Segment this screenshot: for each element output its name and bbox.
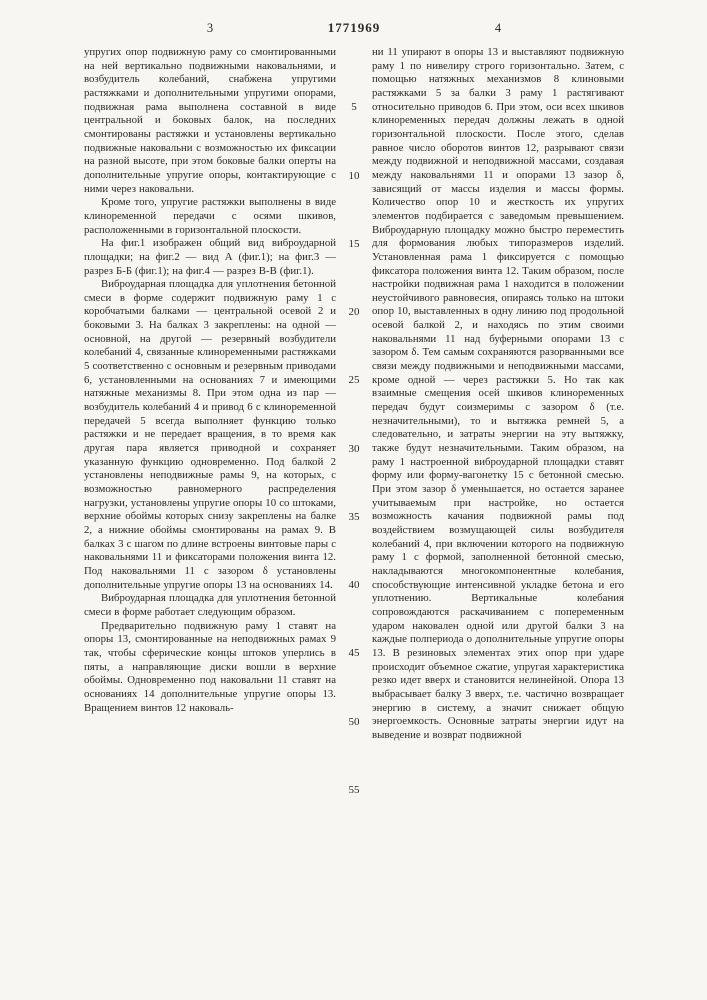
page-content [84, 46, 624, 797]
patent-number: 1771969 [327, 20, 381, 35]
paragraph: упругих опор подвижную раму со смонтированными на ней вертикально подвижными наковальнями, и возбудитель колебаний, снабжена упругими растяжками и дополнительными упругими опорами, подвижная рама выполнена составной в виде центральной и боковых балок, на последних смонтированы растяжки и установлены вертикально подвижные наковальни с возможностью их фиксации на разной высоте, при этом боковые балки оперты на дополнительные упругие опоры, контактирующие с ними через наковальни. [84, 46, 336, 195]
line-number: 10 [348, 169, 360, 182]
line-number: 20 [348, 306, 360, 318]
line-number: 15 [348, 237, 360, 250]
left-column [84, 46, 336, 715]
line-number-gutter [336, 46, 372, 797]
header-right-slot [372, 21, 624, 36]
line-number: 25 [348, 374, 360, 387]
paragraph: Кроме того, упругие растяжки выполнены в виде клиноременной передачи с осями шкивов, расположенными в горизонтальной плоскости. [84, 196, 336, 236]
paragraph: На фиг.1 изображен общий вид виброударной площадки; на фиг.2 — вид А (фиг.1); на фиг.3 — разрез Б-Б (фиг.1); на фиг.4 — разрез В-В (фиг.1). [84, 237, 336, 277]
line-number: 55 [348, 783, 360, 796]
line-number: 5 [351, 101, 357, 114]
paragraph: Виброударная площадка для уплотнения бетонной смеси в форме работает следующим образом. [84, 592, 336, 618]
line-number: 40 [348, 579, 360, 591]
line-number: 45 [348, 647, 360, 660]
paragraph: Предварительно подвижную раму 1 ставят на опоры 13, смонтированные на неподвижных рамах 9 так, чтобы сферические концы штоков уперлись в пяты, а направляющие диски вошли в верхние обоймы. Одновременно под наковальни 11 ставят на основаниях 14 дополнительные упругие опоры 13. Вращением винтов 12 наковаль- [84, 619, 336, 714]
paragraph: Виброударная площадка для уплотнения бетонной смеси в форме содержит подвижную раму 1 с коробчатыми балками — центральной осевой 2 и боковыми 3. На балках 3 закреплены: на одной — основной, на другой — резервный возбудители колебаний 4, связанные клиноременными растяжками 5 соответственно с основным и резервным приводами 6, установленными на основаниях 7 и имеющими натяжные механизмы 8. При этом одна из пар — возбудитель колебаний 4 и привод 6 с клиноременной передачей 5 всегда выполняет функцию только растяжки и не передает вращения, в то время как другая пара является приводной и сохраняет указанную функцию одновременно. Под балкой 2 установлены неподвижные рамы 9, на которых, с возможностью равномерного распределения нагрузки, установлены упругие опоры 10 со штоками, верхние обоймы которых снизу закреплены на балке 2, а нижние обоймы смонтированы на рамах 9. В балках 3 с шагом по длине встроены винтовые пары с наковальнями 11 и фиксаторами положения винта 12. Под наковальнями 11 с зазором δ установлены дополнительные упругие опоры 13 на основаниях 14. [84, 278, 336, 591]
line-number: 50 [348, 715, 360, 728]
paragraph: ни 11 упирают в опоры 13 и выставляют подвижную раму 1 по нивелиру строго горизонтально. Затем, с помощью натяжных механизмов 8 клиновыми растяжками 5 за балки 3 раму 1 растягивают относительно приводов 6. При этом, оси всех шкивов клиноременных передач должны лежать в одной горизонтальной плоскости. После этого, сделав равное число оборотов винтов 12, разрывают связи между подвижной и неподвижной массами, создавая между наковальнями 11 и опорами 13 зазор δ, зависящий от массы изделия и массы формы. Количество опор 10 и жесткость их упругих элементов подбирается с заведомым превышением. Виброударную площадку можно быстро переместить для формования любых типоразмеров изделий. Установленная рама 1 фиксируется с помощью фиксатора положения винта 12. Таким образом, после настройки подвижная рама 1 находится в положении неустойчивого равновесия, опираясь только на штоки опор 10, выставленных в одну линию под продольной осевой балкой 2, и находясь по этим своими наковальнями 11 над буферными опорами 13 с зазором δ. Тем самым сохраняются разорванными все связи между подвижными и неподвижными массами, кроме одной — через растяжки 5. Но так как взаимные смещения осей шкивов клиноременных передач будут соизмеримы с зазором δ (т.е. незначительными), то и вытяжка ремней 5, а следовательно, и затраты энергии на эту вытяжку, также будут незначительными. Таким образом, на раму 1 настроенной виброударной площадки ставят форму или форму-вагонетку 15 с бетонной смесью. При этом зазор δ уменьшается, но остается заранее учитываемым при настройке, но остается возможность качания подвижной рамы под воздействием возмущающей силы возбудителя колебаний 4, при включении которого на подвижную раму 1 с формой, заполненной бетонной смесью, накладываются многокомпонентные колебания, способствующие интенсивной укладке бетона и его уплотнению. Вертикальные колебания сопровождаются раскачиванием с попеременным ударом наковален одной или другой балки 3 на каждые полпериода о дополнительные упругие опоры 13. В резиновых элементах этих опор при ударе происходит объемное сжатие, упругая характеристика резко идет вверх и становится нелинейной. Опора 13 выбрасывает балку 3 вверх, т.е. частично возвращает энергию в систему, а значит снижает общую энергоемкость. Основные затраты энергии идут на выведение и возврат подвижной [372, 46, 624, 741]
right-column [372, 46, 624, 742]
header-left-slot [84, 21, 336, 36]
page-number-right: 4 [494, 21, 502, 35]
header-center-slot [327, 20, 381, 36]
page-number-left: 3 [206, 21, 214, 35]
line-number: 35 [348, 510, 360, 523]
line-number: 30 [348, 442, 360, 455]
page-header [84, 20, 624, 36]
